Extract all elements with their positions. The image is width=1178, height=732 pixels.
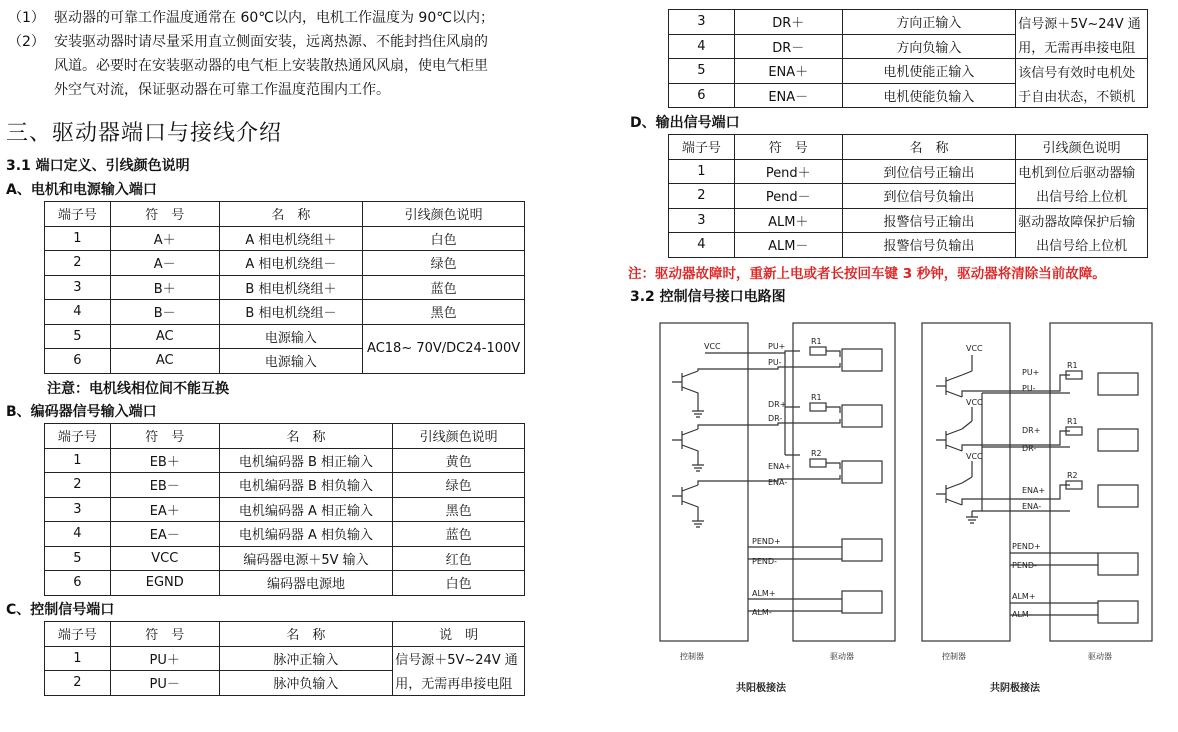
table-header-row: [669, 135, 1148, 160]
cell: 1: [45, 646, 111, 671]
left-caption: 共阳极接法: [736, 683, 786, 694]
cell: 电机编码器 B 相正输入: [219, 448, 393, 473]
cell: 电机使能负输入: [842, 83, 1016, 108]
cell: 电源输入: [219, 324, 363, 349]
cell: 1: [45, 226, 111, 251]
table-d-title: D、输出信号端口: [630, 115, 740, 131]
controller-label: 控制器: [680, 652, 704, 661]
pin-label: ALM-: [752, 608, 772, 617]
optocoupler: [1098, 373, 1138, 395]
cell: 电机使能正输入: [842, 59, 1016, 84]
table-row: [45, 275, 525, 300]
table-row: [669, 208, 1148, 233]
cell: DR－: [734, 34, 842, 59]
resistor-label: R1: [1067, 417, 1078, 426]
table-row: [669, 59, 1148, 84]
resistor-label: R1: [1067, 361, 1078, 370]
optocoupler: [842, 591, 882, 613]
note-cell: 用，无需再串接电阻: [393, 671, 525, 696]
vcc-label: VCC: [966, 344, 983, 353]
intro-line: 外空气对流，保证驱动器在可靠工作温度范围内工作。: [54, 82, 390, 98]
optocoupler: [842, 461, 882, 483]
table-row: [669, 184, 1148, 209]
cell: PU－: [110, 671, 219, 696]
pin-label: ALM+: [752, 589, 776, 598]
pin-label: DR-: [768, 414, 783, 423]
pin-label: ENA+: [768, 462, 792, 471]
table-row: [45, 546, 525, 571]
optocoupler: [842, 349, 882, 371]
resistor: [810, 403, 826, 411]
resistor: [810, 459, 826, 467]
cell: VCC: [110, 546, 219, 571]
header-cell: 符 号: [734, 135, 842, 160]
cell: A 相电机绕组＋: [219, 226, 363, 251]
note-cell: 用，无需再串接电阻: [1016, 34, 1148, 59]
cell: 到位信号正输出: [842, 159, 1016, 184]
cell: 5: [45, 546, 111, 571]
table-c: [44, 621, 525, 696]
table-d: [668, 134, 1148, 258]
cell: EB－: [110, 473, 219, 498]
header-cell: 端子号: [45, 202, 111, 227]
cell: 1: [669, 159, 735, 184]
cell: B 相电机绕组－: [219, 300, 363, 325]
table-row: [45, 646, 525, 671]
header-cell: 名 称: [219, 424, 393, 449]
cell: 3: [669, 10, 735, 35]
resistor-label: R1: [811, 393, 822, 402]
fault-warning: 注：驱动器故障时，重新上电或者长按回车键 3 秒钟，驱动器将清除当前故障。: [628, 266, 1106, 282]
table-row: [45, 497, 525, 522]
header-cell: 符 号: [110, 424, 219, 449]
cell: 4: [45, 300, 111, 325]
table-row: [45, 300, 525, 325]
cell: 白色: [363, 226, 525, 251]
intro-line: （1） 驱动器的可靠工作温度通常在 60℃以内，电机工作温度为 90℃以内；: [8, 10, 494, 26]
vcc-label: VCC: [966, 452, 983, 461]
table-row: [45, 324, 525, 349]
cell: DR＋: [734, 10, 842, 35]
cell: 电机编码器 B 相负输入: [219, 473, 393, 498]
subsection-3-2: 3.2 控制信号接口电路图: [630, 289, 786, 305]
table-c-title: C、控制信号端口: [6, 602, 115, 618]
optocoupler: [1098, 429, 1138, 451]
cell: EGND: [110, 571, 219, 596]
header-cell: 引线颜色说明: [1016, 135, 1148, 160]
subsection-3-1: 3.1 端口定义、引线颜色说明: [6, 158, 190, 174]
cell: Pend－: [734, 184, 842, 209]
cell: 3: [45, 497, 111, 522]
cell: PU＋: [110, 646, 219, 671]
left-controller-box: [660, 323, 748, 641]
table-row: [45, 226, 525, 251]
cell: 白色: [393, 571, 525, 596]
header-cell: 符 号: [110, 202, 219, 227]
table-row: [45, 522, 525, 547]
table-row: [45, 448, 525, 473]
cell: 2: [45, 473, 111, 498]
cell: 蓝色: [393, 522, 525, 547]
cell: 电机编码器 A 相负输入: [219, 522, 393, 547]
note-cell: 信号源＋5V~24V 通: [393, 646, 525, 671]
optocoupler: [842, 539, 882, 561]
note-cell: 于自由状态，不锁机: [1016, 83, 1148, 108]
pin-label: PU+: [1022, 368, 1040, 377]
cell: 报警信号负输出: [842, 233, 1016, 258]
table-a-note: 注意：电机线相位间不能互换: [47, 381, 229, 397]
header-cell: 名 称: [219, 202, 363, 227]
cell: ENA＋: [734, 59, 842, 84]
cell: 方向正输入: [842, 10, 1016, 35]
cell: 红色: [393, 546, 525, 571]
intro-notes: [8, 6, 608, 102]
cell: 3: [669, 208, 735, 233]
cell: 编码器电源地: [219, 571, 393, 596]
note-cell: 驱动器故障保护后输: [1016, 208, 1148, 233]
pin-label: PU-: [1022, 384, 1036, 393]
cell: 2: [45, 251, 111, 276]
header-cell: 符 号: [110, 622, 219, 647]
cell: 脉冲负输入: [219, 671, 393, 696]
merged-cell: AC18~ 70V/DC24-100V: [363, 324, 525, 373]
cell: EA＋: [110, 497, 219, 522]
cell: 黄色: [393, 448, 525, 473]
table-row: [669, 10, 1148, 35]
note-cell: 信号源＋5V~24V 通: [1016, 10, 1148, 35]
pin-label: PEND+: [1012, 542, 1041, 551]
table-row: [45, 571, 525, 596]
cell: B 相电机绕组＋: [219, 275, 363, 300]
vcc-label: VCC: [704, 342, 721, 351]
header-cell: 名 称: [219, 622, 393, 647]
cell: 5: [669, 59, 735, 84]
header-cell: 名 称: [842, 135, 1016, 160]
cell: 2: [45, 671, 111, 696]
controller-label: 控制器: [942, 652, 966, 661]
cell: 蓝色: [363, 275, 525, 300]
note-cell: 电机到位后驱动器输: [1016, 159, 1148, 184]
table-row: [45, 251, 525, 276]
cell: 4: [669, 34, 735, 59]
pin-label: ENA-: [1022, 502, 1042, 511]
table-header-row: [45, 202, 525, 227]
cell: ALM－: [734, 233, 842, 258]
pin-label: DR+: [768, 400, 787, 409]
table-header-row: [45, 424, 525, 449]
pin-label: ENA+: [1022, 486, 1046, 495]
cell: 电源输入: [219, 349, 363, 374]
table-c-continued: [668, 9, 1148, 108]
resistor-label: R1: [811, 337, 822, 346]
header-cell: 说 明: [393, 622, 525, 647]
optocoupler: [1098, 601, 1138, 623]
cell: 5: [45, 324, 111, 349]
table-a-title: A、电机和电源输入端口: [6, 182, 157, 198]
note-cell: 出信号给上位机: [1016, 233, 1148, 258]
cell: 脉冲正输入: [219, 646, 393, 671]
table-row: [669, 83, 1148, 108]
table-b: [44, 423, 525, 596]
cell: 到位信号负输出: [842, 184, 1016, 209]
resistor-label: R2: [1067, 471, 1078, 480]
pin-label: ENA-: [768, 478, 788, 487]
cell: 黑色: [363, 300, 525, 325]
resistor-label: R2: [811, 449, 822, 458]
cell: EB＋: [110, 448, 219, 473]
cell: 电机编码器 A 相正输入: [219, 497, 393, 522]
table-row: [669, 159, 1148, 184]
table-row: [45, 473, 525, 498]
cell: A＋: [110, 226, 219, 251]
cell: AC: [110, 324, 219, 349]
cell: Pend＋: [734, 159, 842, 184]
cell: 4: [45, 522, 111, 547]
driver-label: 驱动器: [830, 652, 854, 661]
cell: 6: [45, 571, 111, 596]
cell: AC: [110, 349, 219, 374]
cell: 绿色: [393, 473, 525, 498]
cell: A－: [110, 251, 219, 276]
pin-label: ALM-: [1012, 610, 1032, 619]
cell: A 相电机绕组－: [219, 251, 363, 276]
table-a: [44, 201, 525, 374]
note-cell: 该信号有效时电机处: [1016, 59, 1148, 84]
cell: B＋: [110, 275, 219, 300]
table-row: [669, 34, 1148, 59]
cell: 2: [669, 184, 735, 209]
cell: ENA－: [734, 83, 842, 108]
cell: B－: [110, 300, 219, 325]
right-controller-box: [922, 323, 1010, 641]
cell: ALM＋: [734, 208, 842, 233]
cell: 报警信号正输出: [842, 208, 1016, 233]
pin-label: PEND+: [752, 537, 781, 546]
resistor: [810, 347, 826, 355]
section-title: 三、驱动器端口与接线介绍: [6, 121, 283, 146]
circuit-diagrams: [650, 315, 1170, 700]
intro-line: 风道。必要时在安装驱动器的电气柜上安装散热通风风扇，使电气柜里: [54, 58, 488, 74]
cell: 6: [669, 83, 735, 108]
header-cell: 端子号: [45, 622, 111, 647]
cell: 黑色: [393, 497, 525, 522]
table-row: [45, 671, 525, 696]
pin-label: DR-: [1022, 444, 1037, 453]
pin-label: PU-: [768, 358, 782, 367]
optocoupler: [1098, 553, 1138, 575]
table-b-title: B、编码器信号输入端口: [6, 404, 157, 420]
right-caption: 共阴极接法: [990, 683, 1040, 694]
cell: 1: [45, 448, 111, 473]
cell: 3: [45, 275, 111, 300]
pin-label: DR+: [1022, 426, 1041, 435]
header-cell: 端子号: [45, 424, 111, 449]
pin-label: PU+: [768, 342, 786, 351]
intro-line: （2） 安装驱动器时请尽量采用直立侧面安装，远离热源、不能封挡住风扇的: [8, 34, 488, 50]
cell: 绿色: [363, 251, 525, 276]
pin-label: ALM+: [1012, 592, 1036, 601]
pin-label: PEND-: [752, 557, 777, 566]
header-cell: 引线颜色说明: [393, 424, 525, 449]
note-cell: 出信号给上位机: [1016, 184, 1148, 209]
table-header-row: [45, 622, 525, 647]
cell: 方向负输入: [842, 34, 1016, 59]
header-cell: 端子号: [669, 135, 735, 160]
cell: 编码器电源＋5V 输入: [219, 546, 393, 571]
pin-label: PEND-: [1012, 561, 1037, 570]
cell: 6: [45, 349, 111, 374]
vcc-label: VCC: [966, 398, 983, 407]
header-cell: 引线颜色说明: [363, 202, 525, 227]
table-row: [669, 233, 1148, 258]
optocoupler: [842, 405, 882, 427]
cell: EA－: [110, 522, 219, 547]
optocoupler: [1098, 485, 1138, 507]
cell: 4: [669, 233, 735, 258]
right-driver-box: [1050, 323, 1152, 641]
driver-label: 驱动器: [1088, 652, 1112, 661]
